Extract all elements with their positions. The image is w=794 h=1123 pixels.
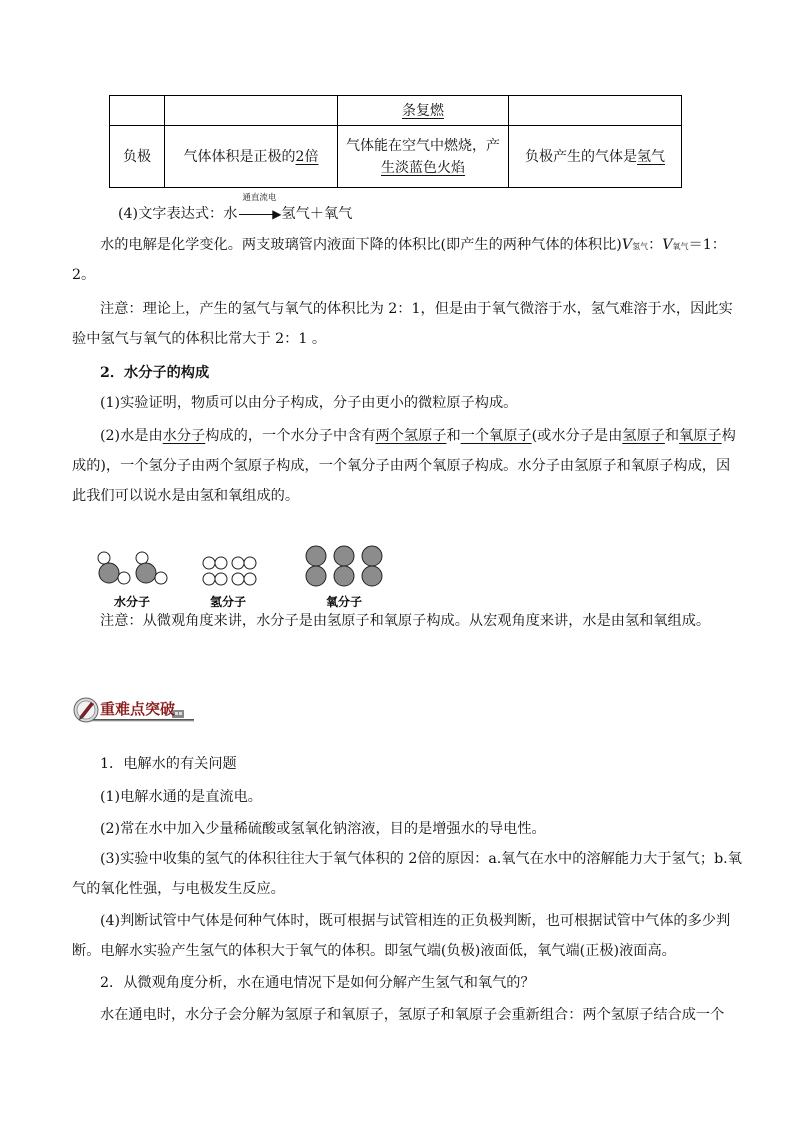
- table-cell-underlined: 2倍: [295, 148, 319, 165]
- table-cell: 负极: [110, 126, 165, 188]
- reaction-condition: 通直流电: [242, 193, 277, 203]
- paragraph: (3)实验中收集的氢气的体积往往大于氧气体积的 2倍的原因：a.氧气在水中的溶解能力大于氢气；b.氧: [100, 851, 742, 867]
- table-cell-text: 气体体积是正极的: [183, 148, 296, 165]
- text: 和: [446, 428, 461, 444]
- hydrogen-molecule-icon: [203, 557, 256, 585]
- text: 构成的，一个水分子中含有: [205, 428, 376, 444]
- paragraph-water-molecule-cont: 此我们可以说水是由氢和氧组成的。: [72, 488, 300, 504]
- equation-products: 氢气＋氧气: [281, 206, 353, 222]
- paragraph-note: 注意：理论上，产生的氢气与氧气的体积比为 2：1，但是由于氧气微溶于水，氢气难溶于水，因此实: [100, 301, 733, 317]
- table-cell: [338, 126, 509, 188]
- oxygen-molecule-icon: [306, 546, 382, 586]
- table-cell: [165, 126, 338, 188]
- paragraph-note-cont: 验中氢气与氧气的体积比常大于 2：1 。: [72, 331, 327, 347]
- text: 水的电解是化学变化。两支玻璃管内液面下降的体积比(即产生的两种气体的体积比): [100, 237, 622, 253]
- table-cell-text: 气体能在空气中燃烧，产: [346, 137, 500, 154]
- water-molecule-icon: [98, 552, 167, 584]
- paragraph-cont: 断。电解水实验产生氢气的体积大于氧气的体积。即氢气端(负极)液面低，氧气端(正极)液面高。: [72, 943, 676, 959]
- paragraph: 水在通电时，水分子会分解为氢原子和氧原子，氢原子和氧原子会重新组合：两个氢原子结合成一个: [100, 1007, 725, 1023]
- paragraph-electrolysis-cont: 2。: [72, 267, 96, 283]
- table-cell: [165, 96, 338, 126]
- word-equation: [118, 193, 353, 225]
- text: (2)水是由: [100, 428, 163, 444]
- section-heading: 1．电解水的有关问题: [100, 756, 237, 772]
- paragraph-cont: 气的氧化性强，与电极发生反应。: [72, 881, 285, 897]
- paragraph-electrolysis: [100, 234, 726, 258]
- text: 和: [664, 428, 680, 444]
- section-heading: 2．从微观角度分析，水在通电情况下是如何分解产生氢气和氧气的？: [100, 975, 535, 991]
- section-heading: 2．水分子的构成: [100, 365, 210, 381]
- table-cell-text: 条复燃: [402, 102, 444, 119]
- table-cell: [509, 126, 682, 188]
- equation-lead: (4)文字表达式：水: [118, 206, 238, 222]
- table-cell-underlined: 氢气: [637, 148, 665, 165]
- molecule-diagram: [90, 540, 400, 612]
- paragraph-water-molecule-cont: 成的)，一个氢分子由两个氢原子构成，一个氧分子由两个氧原子构成。水分子由氢原子和氧原子构成，因: [72, 458, 731, 474]
- underlined-text: 氧原子: [679, 428, 722, 444]
- table-cell: [509, 96, 682, 126]
- label-oxygen: 氧分子: [326, 595, 363, 609]
- paragraph: (1)实验证明，物质可以由分子构成，分子由更小的微粒原子构成。: [100, 395, 518, 411]
- table-cell: [338, 96, 509, 126]
- table-cell-text: 负极产生的气体是: [525, 148, 637, 165]
- v-symbol: V: [621, 237, 633, 253]
- paragraph-note-micro-macro: 注意：从微观角度来讲，水分子是由氢原子和氧原子构成。从宏观角度来讲，水是由氢和氧组成。: [100, 613, 711, 629]
- text: 构: [721, 428, 736, 444]
- underlined-text: 两个氢原子: [375, 428, 447, 444]
- label-hydrogen: 氢分子: [210, 595, 247, 609]
- underlined-text: 一个氧原子: [460, 428, 532, 444]
- subscript: 氧气: [672, 242, 689, 251]
- table-cell-underlined: 生淡蓝色火焰: [381, 159, 465, 176]
- section-banner-title: 重难点突破: [100, 700, 176, 718]
- paragraph-water-molecule: [100, 425, 736, 447]
- label-water: 水分子: [114, 595, 151, 609]
- paragraph: (1)电解水通的是直流电。: [100, 789, 262, 805]
- table-cell: [110, 96, 165, 126]
- subscript: 氢气: [632, 242, 649, 251]
- v-symbol: V: [662, 237, 673, 253]
- text: (或水分子是由: [531, 428, 623, 444]
- section-banner: [72, 696, 198, 724]
- paragraph: (4)判断试管中气体是何种气体时，既可根据与试管相连的正负极判断，也可根据试管中气体的多少判: [100, 913, 731, 929]
- text: ：: [648, 237, 663, 253]
- reaction-arrow: 通直流电 ▶: [237, 203, 281, 225]
- paragraph: (2)常在水中加入少量稀硫酸或氢氧化钠溶液，目的是增强水的导电性。: [100, 821, 546, 837]
- text: ＝1：: [688, 237, 726, 253]
- underlined-text: 水分子: [162, 428, 206, 444]
- underlined-text: 氢原子: [622, 428, 665, 444]
- gas-comparison-table: [109, 95, 682, 188]
